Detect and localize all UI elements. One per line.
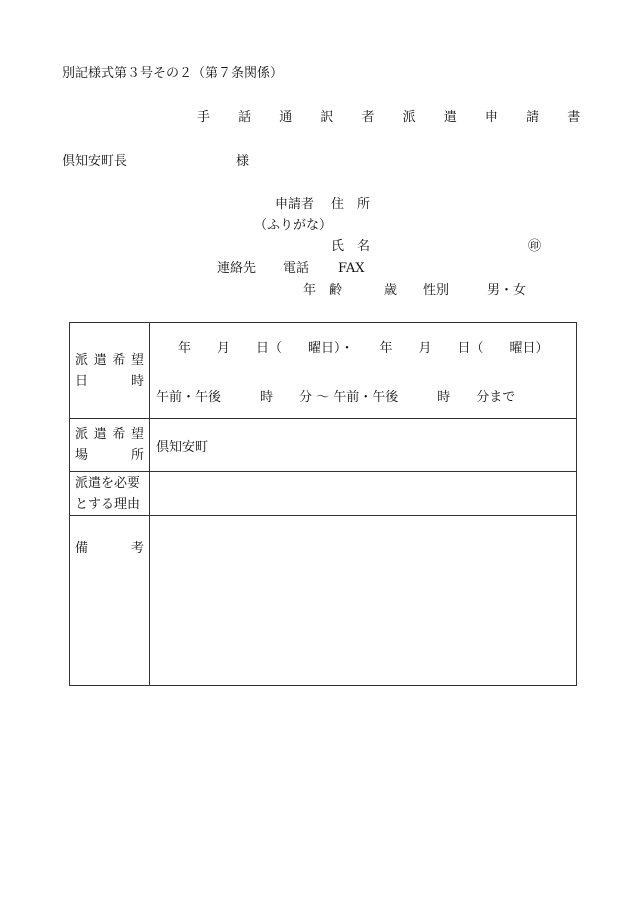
reason-label-line2: とする理由 xyxy=(75,496,141,512)
label-char: 所 xyxy=(130,448,144,463)
fax-label: FAX xyxy=(338,261,365,276)
label-char: 遣 xyxy=(93,352,107,368)
date-range-line: 年 月 日（ 曜日）・ 年 月 日（ 曜日） xyxy=(178,340,549,356)
dispatch-datetime-field[interactable] xyxy=(150,323,577,419)
request-table xyxy=(69,322,577,686)
recipient-honorific: 様 xyxy=(236,154,250,169)
reason-label-line1: 派遣を必要 xyxy=(75,475,141,491)
address-label: 住 所 xyxy=(331,197,371,212)
applicant-label: 申請者 xyxy=(275,197,315,212)
document-title: 手 話 通 訳 者 派 遣 申 請 書 xyxy=(197,110,593,125)
remarks-label xyxy=(70,516,150,686)
label-char: 派 xyxy=(75,352,89,368)
phone-label: 電話 xyxy=(283,261,310,276)
label-char: 場 xyxy=(75,448,89,463)
age-label: 年 齢 xyxy=(303,283,343,298)
dispatch-location-label xyxy=(70,419,150,472)
label-char: 希 xyxy=(112,427,126,442)
gender-options: 男・女 xyxy=(487,283,527,298)
label-char: 希 xyxy=(112,352,126,368)
furigana-label: （ふりがな） xyxy=(254,218,333,233)
dispatch-datetime-label xyxy=(70,323,150,419)
label-char: 望 xyxy=(130,352,144,368)
label-char: 遣 xyxy=(93,427,107,442)
name-label: 氏 名 xyxy=(331,239,371,254)
time-range-line: 午前・午後 時 分 〜 午前・午後 時 分まで xyxy=(156,389,516,405)
dispatch-location-field[interactable]: 倶知安町 xyxy=(150,419,577,472)
recipient: 倶知安町長 xyxy=(62,154,128,169)
remarks-field[interactable] xyxy=(150,516,577,686)
seal-mark: ㊞ xyxy=(528,239,542,254)
label-char: 望 xyxy=(130,427,144,442)
table-row-remarks xyxy=(70,516,577,686)
reason-field[interactable] xyxy=(150,472,577,516)
table-row-dispatch-datetime xyxy=(70,323,577,419)
reason-label xyxy=(70,472,150,516)
table-row-dispatch-location xyxy=(70,419,577,472)
form-number: 別記様式第３号その２（第７条関係） xyxy=(62,66,284,81)
contact-label: 連絡先 xyxy=(217,261,257,276)
age-unit: 歳 xyxy=(384,283,398,298)
gender-label: 性別 xyxy=(423,283,450,298)
table-row-reason xyxy=(70,472,577,516)
label-char: 派 xyxy=(75,427,89,442)
label-char: 日 xyxy=(75,373,89,389)
label-char: 備 xyxy=(75,541,89,556)
label-char: 時 xyxy=(130,373,144,389)
label-char: 考 xyxy=(130,541,144,556)
